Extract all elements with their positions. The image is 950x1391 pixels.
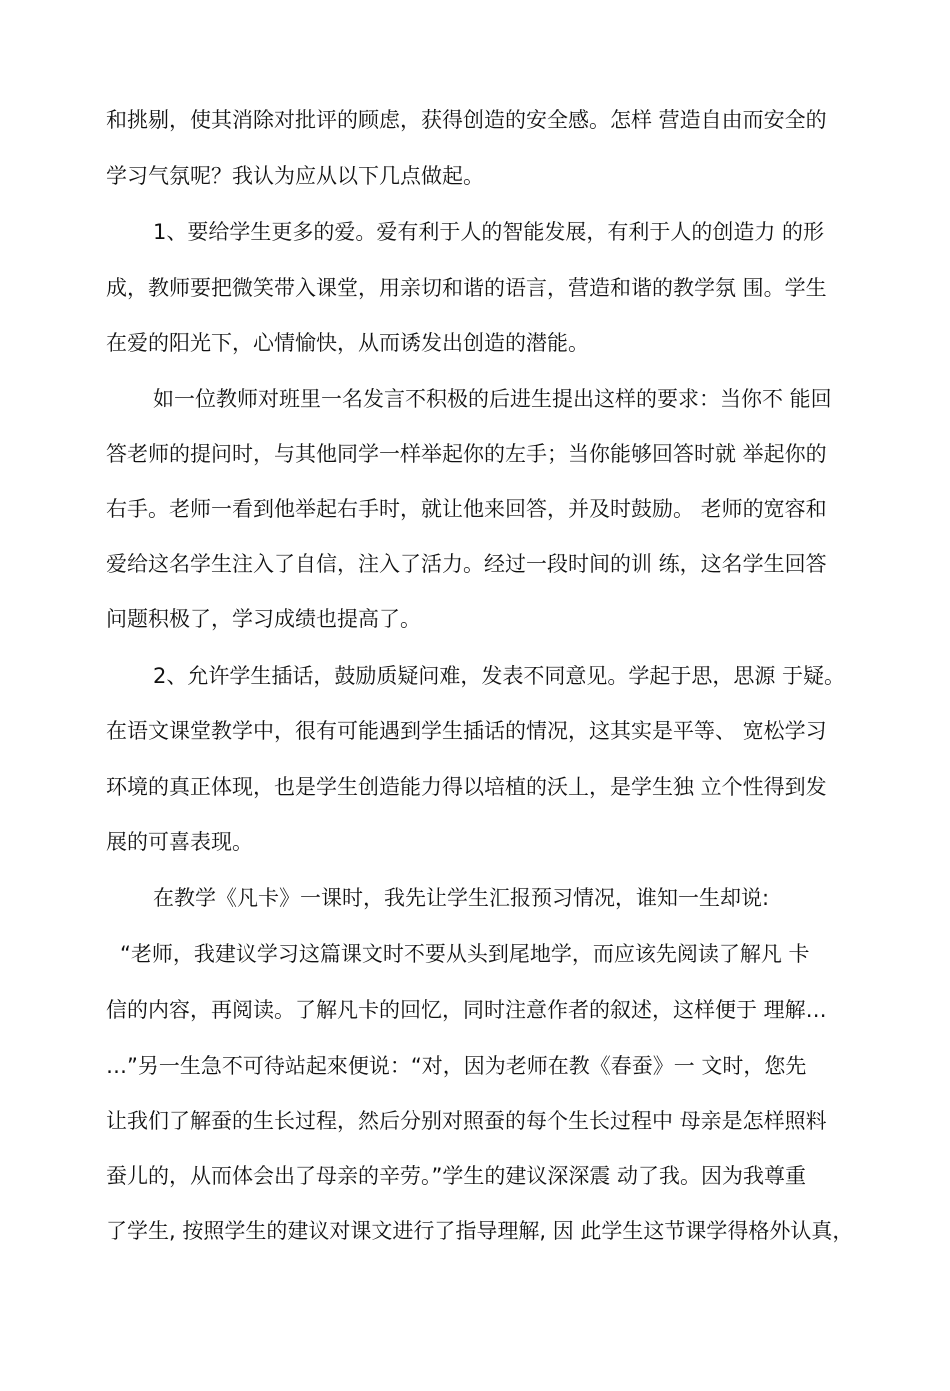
text-line: 在语文课堂教学中，很有可能遇到学生插话的情况，这其实是平等、 宽松学习 (106, 719, 827, 743)
text-line: 让我们了解蚕的生长过程，然后分别对照蚕的每个生长过程中 母亲是怎样照料 (106, 1109, 827, 1133)
text-line: 环境的真正体现，也是学生创造能力得以培植的沃丄，是学生独 立个性得到发 (106, 775, 827, 799)
text-line: 在教学《凡卡》一课时，我先让学生汇报预习情况，谁知一生却说: (153, 886, 770, 910)
text-line: 蚕儿的，从而体会出了母亲的辛劳。”学生的建议深深震 动了我。因为我尊重 (106, 1164, 807, 1188)
text-line: 展的可喜表现。 (106, 830, 253, 854)
text-line: 学习气氛呢？我认为应从以下几点做起。 (106, 164, 484, 188)
text-line: 爱给这名学生注入了自信，注入了活力。经过一段时间的训 练，这名学生回答 (106, 552, 827, 576)
text-line: “老师，我建议学习这篇课文时不要从头到尾地学，而应该先阅读了解凡 卡 (120, 942, 810, 966)
text-line: 和挑剔，使其消除对批评的顾虑，获得创造的安全感。怎样 营造自由而安全的 (106, 108, 827, 132)
text-line: 1、要给学生更多的爱。爱有利于人的智能发展，有利于人的创造力 的形 (153, 220, 825, 244)
text-line: 右手。老师一看到他举起右手时，就让他来回答，并及时鼓励。 老师的宽容和 (106, 497, 827, 521)
text-line: 在爱的阳光下，心情愉快，从而诱发出创造的潜能。 (106, 331, 589, 355)
text-line: 如一位教师对班里一名发言不积极的后进生提出这样的要求：当你不 能回 (153, 387, 832, 411)
text-line: 答老师的提问时，与其他同学一样举起你的左手；当你能够回答时就 举起你的 (106, 442, 827, 466)
text-line: 问题积极了，学习成绩也提高了。 (106, 607, 421, 631)
text-line: 了学生, 按照学生的建议对课文进行了指导理解, 因 此学生这节课学得格外认真， (106, 1219, 854, 1243)
text-line: 2、允许学生插话，鼓励质疑问难，发表不同意见。学起于思，思源 于疑。 (153, 664, 846, 688)
text-line: 信的内容，再阅读。了解凡卡的回忆，同时注意作者的叙述，这样便于 理解… (106, 998, 827, 1022)
text-line: …”另一生急不可待站起來便说：“对，因为老师在教《春蚕》一 文时，您先 (106, 1054, 807, 1078)
text-line: 成，教师要把微笑带入课堂，用亲切和谐的语言，营造和谐的教学氛 围。学生 (106, 276, 827, 300)
